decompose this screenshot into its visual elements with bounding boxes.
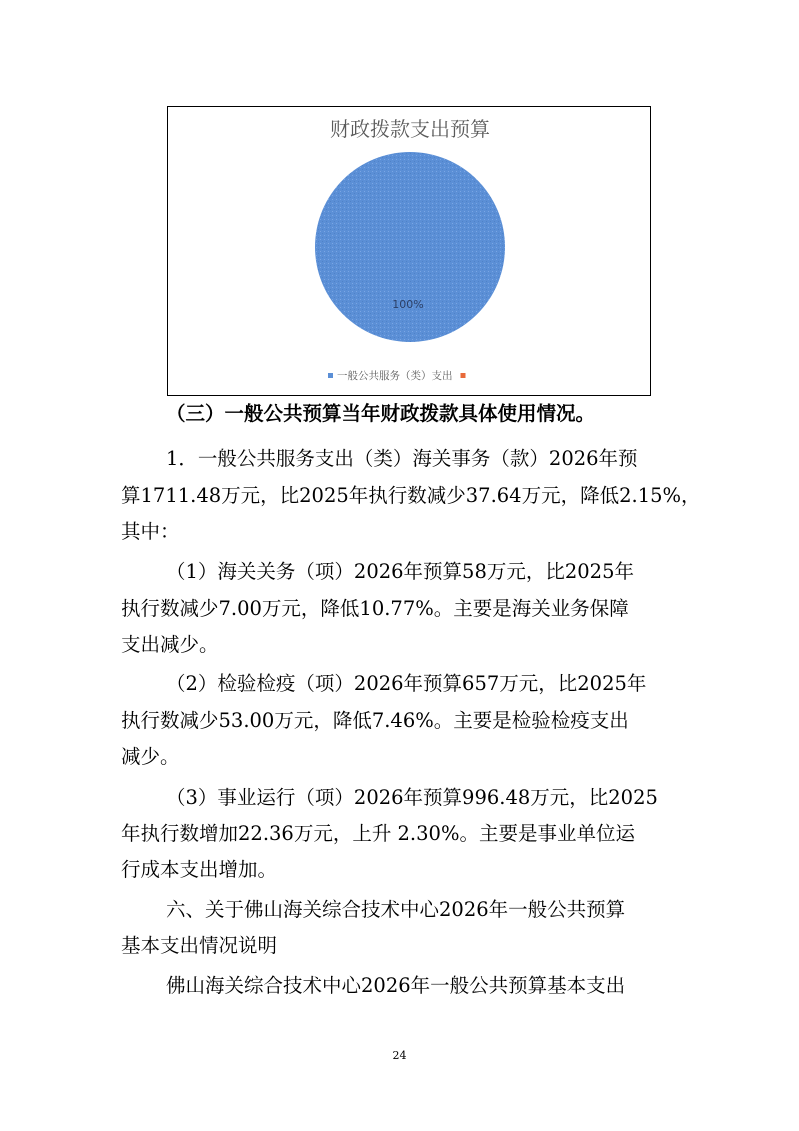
body-text-line: （1）海关关务（项）2026年预算58万元，比2025年 xyxy=(166,560,634,583)
body-text-line: 基本支出情况说明 xyxy=(121,934,278,957)
body-text-line: 六、关于佛山海关综合技术中心2026年一般公共预算 xyxy=(166,898,626,921)
body-text-line: 执行数减少7.00万元，降低10.77%。主要是海关业务保障 xyxy=(121,597,629,620)
body-text-line: 行成本支出增加。 xyxy=(121,858,278,881)
legend-label: 一般公共服务（类）支出 xyxy=(337,370,453,382)
body-text-line: 年执行数增加22.36万元，上升 2.30%。主要是事业单位运 xyxy=(121,822,635,845)
section-heading: （三）一般公共预算当年财政拨款具体使用情况。 xyxy=(166,402,596,425)
page-number: 24 xyxy=(392,1049,407,1062)
body-text-line: 减少。 xyxy=(121,745,180,768)
body-text-line: 其中： xyxy=(121,520,180,543)
pie-slices xyxy=(315,152,505,342)
chart-svg xyxy=(168,107,652,397)
body-text-line: （2）检验检疫（项）2026年预算657万元，比2025年 xyxy=(166,672,647,695)
chart-title: 财政拨款支出预算 xyxy=(330,117,490,141)
legend-swatch xyxy=(461,373,466,378)
pie-chart xyxy=(167,106,651,396)
legend-swatch xyxy=(328,373,333,378)
chart-legend xyxy=(328,369,466,382)
body-text-line: 1．一般公共服务支出（类）海关事务（款）2026年预 xyxy=(166,447,638,470)
pie-slice xyxy=(315,152,505,342)
pie-data-label: 100% xyxy=(392,298,424,311)
body-text-line: 佛山海关综合技术中心2026年一般公共预算基本支出 xyxy=(166,974,626,997)
pie-data-labels xyxy=(392,298,423,311)
body-text-line: 支出减少。 xyxy=(121,633,219,656)
body-text-line: （3）事业运行（项）2026年预算996.48万元，比2025 xyxy=(166,786,658,809)
body-text-line: 执行数减少53.00万元，降低7.46%。主要是检验检疫支出 xyxy=(121,709,629,732)
body-text-line: 算1711.48万元，比2025年执行数减少37.64万元，降低2.15%， xyxy=(121,484,701,507)
